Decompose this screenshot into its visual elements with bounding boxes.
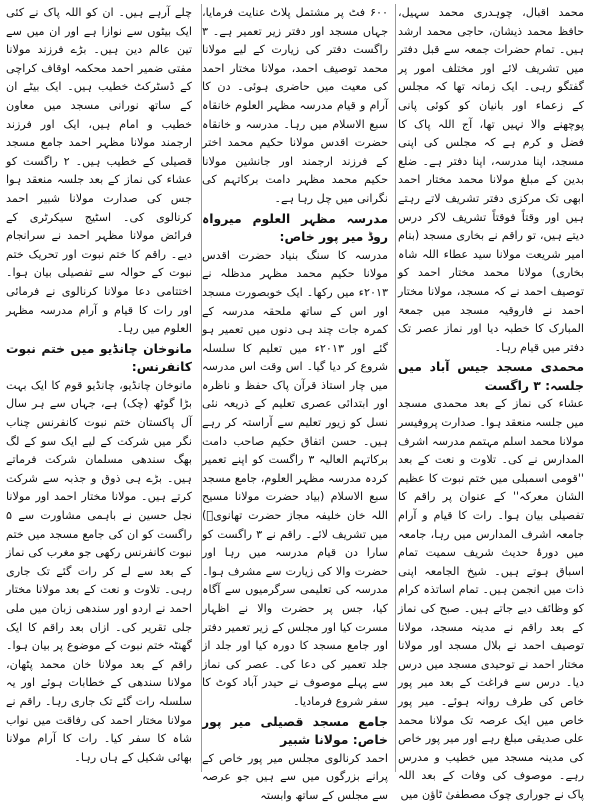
column-right xyxy=(398,4,584,801)
column-left xyxy=(6,4,192,772)
section-heading: جامع مسجد قصیلی میر پور خاص: مولانا شبیر xyxy=(202,713,388,748)
column-middle xyxy=(202,4,388,802)
article-paragraph: محمد اقبال، چوہدری محمد سہیل، حافظ محمد ذیشان، حاجی محمد ارشد ہیں۔ تمام حضرات جمعہ سے قبل دفتر میں تشریف لائے اور مختلف امور پر گفتگو رہی۔ ایک زمانہ تھا کہ مجلس کے زعماء اور بانیان کو کوئی پانی پوچھنے والا نہیں تھا، آج اللہ پاک کا فضل و کرم ہے کہ مجلس کی اپنی مسجد، اپنا مدرسہ، اپنا دفتر ہے۔ ضلع بدین کے مبلغ مولانا محمد مختار احمد ابھی تک مرکزی دفتر تشریف لاتے رہتے ہیں اور وقتاً فوقتاً تشریف لاکر درس دیتے ہیں، تو راقم نے بخاری مسجد (بنام امیر شریعت مولانا سید عطاء اللہ شاہ بخاری) مولانا محمد مختار احمد کو توصیف احمد نے کہ مسجد، مولانا مختار احمد نے فاروقیہ مسجد میں جمعۃ المبارک کا خطبہ دیا اور نماز عصر تک دفتر میں قیام رہا۔ xyxy=(398,6,584,354)
column-divider xyxy=(201,4,202,772)
article-paragraph: احمد کرنالوی مجلس میر پور خاص کے پرانے بزرگوں میں سے ہیں جو عرصہ سے مجلس کے ساتھ وابستہ xyxy=(202,751,388,802)
section-heading: محمدی مسجد جیس آباد میں جلسہ: ۳ راگست xyxy=(398,359,584,393)
article-paragraph: مدرسہ کا سنگ بنیاد حضرت اقدس مولانا حکیم محمد مظہر مدظلہ نے ۲۰۱۳ء میں رکھا۔ ایک خوبصورت مسجد اور اس کے ساتھ ملحقہ مدرسہ کے کمرہ جات چند ہی دنوں میں تعمیر ہو گئے اور ۲۰۱۳ء میں تعلیم کا سلسلہ شروع کر دیا گیا۔ اس وقت اس مدرسہ میں چار استاذ قرآن پاک حفظ و ناظرہ اور ابتدائی عصری تعلیم کے ذریعہ نئی نسل کو زیور تعلیم سے آراستہ کر رہے ہیں۔ حسن اتفاق حکیم صاحب دامت برکاتہم العالیہ ۳ راگست کو اپنے تعمیر کردہ مدرسہ مظہر العلوم، جامع مسجد سبع الاسلام (بیاد حضرت مولانا مسیح اللہ خان خلیفہ مجاز حضرت تھانویؒ) میں تشریف لائے۔ راقم نے ۳ راگست کو سارا دن قیام مدرسہ میں رہا اور حضرت والا کی زیارت سے مشرف ہوا۔ مدرسہ کی تعلیمی سرگرمیوں سے آگاہ کیا، جس پر حضرت والا نے اظہار مسرت کیا اور مجلس کے زیر تعمیر دفتر اور جامع مسجد کا دورہ کیا اور جلد از جلد تعمیر کی دعا کی۔ عصر کی نماز سے پہلے موصوف نے حیدر آباد کوٹ کا سفر شروع فرمادیا۔ xyxy=(202,248,388,708)
article-paragraph: ۶۰۰ فٹ پر مشتمل پلاٹ عنایت فرمایا، جہاں مسجد اور دفتر زیر تعمیر ہے۔ ۳ راگست دفتر کی زیارت کے لیے مولانا محمد توصیف احمد، مولانا مختار احمد کی معیت میں حاضری ہوئی۔ دن کا آرام و قیام مدرسہ مظہر العلوم خانقاہ سبع الاسلام میں رہا۔ مدرسہ و خانقاہ حضرت اقدس مولانا حکیم محمد اختر کے فرزند ارجمند اور جانشین مولانا حکیم محمد مظہر دامت برکاتہم کی نگرانی میں چل رہا ہے۔ xyxy=(202,6,388,205)
article-paragraph: مانوخان چانڈیو، چانڈیو قوم کا ایک بہت بڑا گوٹھ (چک) ہے، جہاں سے ہر سال آل پاکستان ختم نبوت کانفرنس چناب نگر میں شرکت کے لیے ایک سو کے لگ بھگ سندھی مسلمان شرکت فرماتے ہیں۔ بڑے ہی ذوق و جذبہ سے شرکت کرتے ہیں۔ مولانا مختار احمد اور مولانا نجل حسین نے باہمی مشاورت سے ۵ راگست کو ان کی جامع مسجد میں ختم نبوت کانفرنس رکھی جو مغرب کی نماز کے بعد سے لے کر رات گئے تک جاری رہی۔ تلاوت و نعت کے بعد مولانا مختار احمد نے اردو اور سندھی زبان میں ملی جلی تقریر کی۔ ازاں بعد راقم کا ایک گھنٹہ ختم نبوت کے موضوع پر بیان ہوا۔ راقم کے بعد مولانا خان محمد پٹھان، مولانا سندھی کے خطابات ہوئے اور یہ سلسلہ رات گئے تک جاری رہا۔ راقم نے مولانا مختار احمد کی رفاقت میں نواب شاہ کا سفر کیا۔ رات کا آرام مولانا بھائی شکیل کے ہاں رہا۔ xyxy=(6,378,192,764)
column-divider xyxy=(395,4,396,772)
section-heading: مانوخان چانڈیو میں ختم نبوت کانفرنس: xyxy=(6,340,192,375)
article-paragraph: چلے آرہے ہیں۔ ان کو اللہ پاک نے کئی ایک بیٹوں سے نوازا ہے اور ان میں سے تین عالم دین ہیں۔ بڑے فرزند مولانا مفتی ضمیر احمد محکمہ اوقاف کراچی کے ڈسٹرکٹ خطیب ہیں۔ ایک بیٹے ان کے ساتھ نورانی مسجد میں معاون خطیب و امام ہیں، ایک اور فرزند ارجمند مولانا مظہر احمد جامع مسجد قصیلی کے خطیب ہیں۔ ۲ راگست کو عشاء کی نماز کے بعد جلسہ منعقد ہوا جس کی صدارت مولانا شبیر احمد کرنالوی کی۔ اسٹیج سیکرٹری کے فرائض مولانا مظہر احمد نے سرانجام دیے۔ راقم کا ختم نبوت اور تحریک ختم نبوت کے حوالہ سے تفصیلی بیان ہوا۔ اختتامی دعا مولانا کرنالوی نے فرمائی اور رات کا قیام و آرام مدرسہ مظہر العلوم میں رہا۔ xyxy=(6,6,192,336)
article-paragraph: عشاء کی نماز کے بعد محمدی مسجد میں جلسہ منعقد ہوا۔ صدارت پروفیسر مولانا محمد اسلم مہتمم مدرسہ اشرف المدارس نے کی۔ تلاوت و نعت کے بعد ''قومی اسمبلی میں ختم نبوت کا عظیم الشان معرکہ'' کے عنوان پر راقم کا تفصیلی بیان ہوا۔ رات کا قیام و آرام جامعہ اشرف المدارس میں رہا، جامعہ میں دورۂ حدیث شریف سمیت تمام اسباق ہوتے ہیں۔ شیخ الجامعہ اپنی ذات میں انجمن ہیں۔ تمام اساتذہ کرام کو وظائف دیے جاتے ہیں۔ صبح کی نماز کے بعد راقم نے مدینہ مسجد، مولانا توصیف احمد نے بلال مسجد اور مولانا مختار احمد نے توحیدی مسجد میں درس دیا۔ درس سے فراغت کے بعد میر پور خاص کی طرف روانہ ہوئے۔ میر پور خاص میں ایک عرصہ تک مولانا محمد علی صدیقی مبلغ رہے اور میر پور خاص کی مدینہ مسجد میں خطیب و مدرس رہے۔ موصوف کی وفات کے بعد اللہ پاک نے جوراری چوک مصطفیٰ ٹاؤن میں xyxy=(398,397,584,801)
section-heading: مدرسہ مظہر العلوم میرواہ روڈ میر پور خاص: xyxy=(202,210,388,245)
